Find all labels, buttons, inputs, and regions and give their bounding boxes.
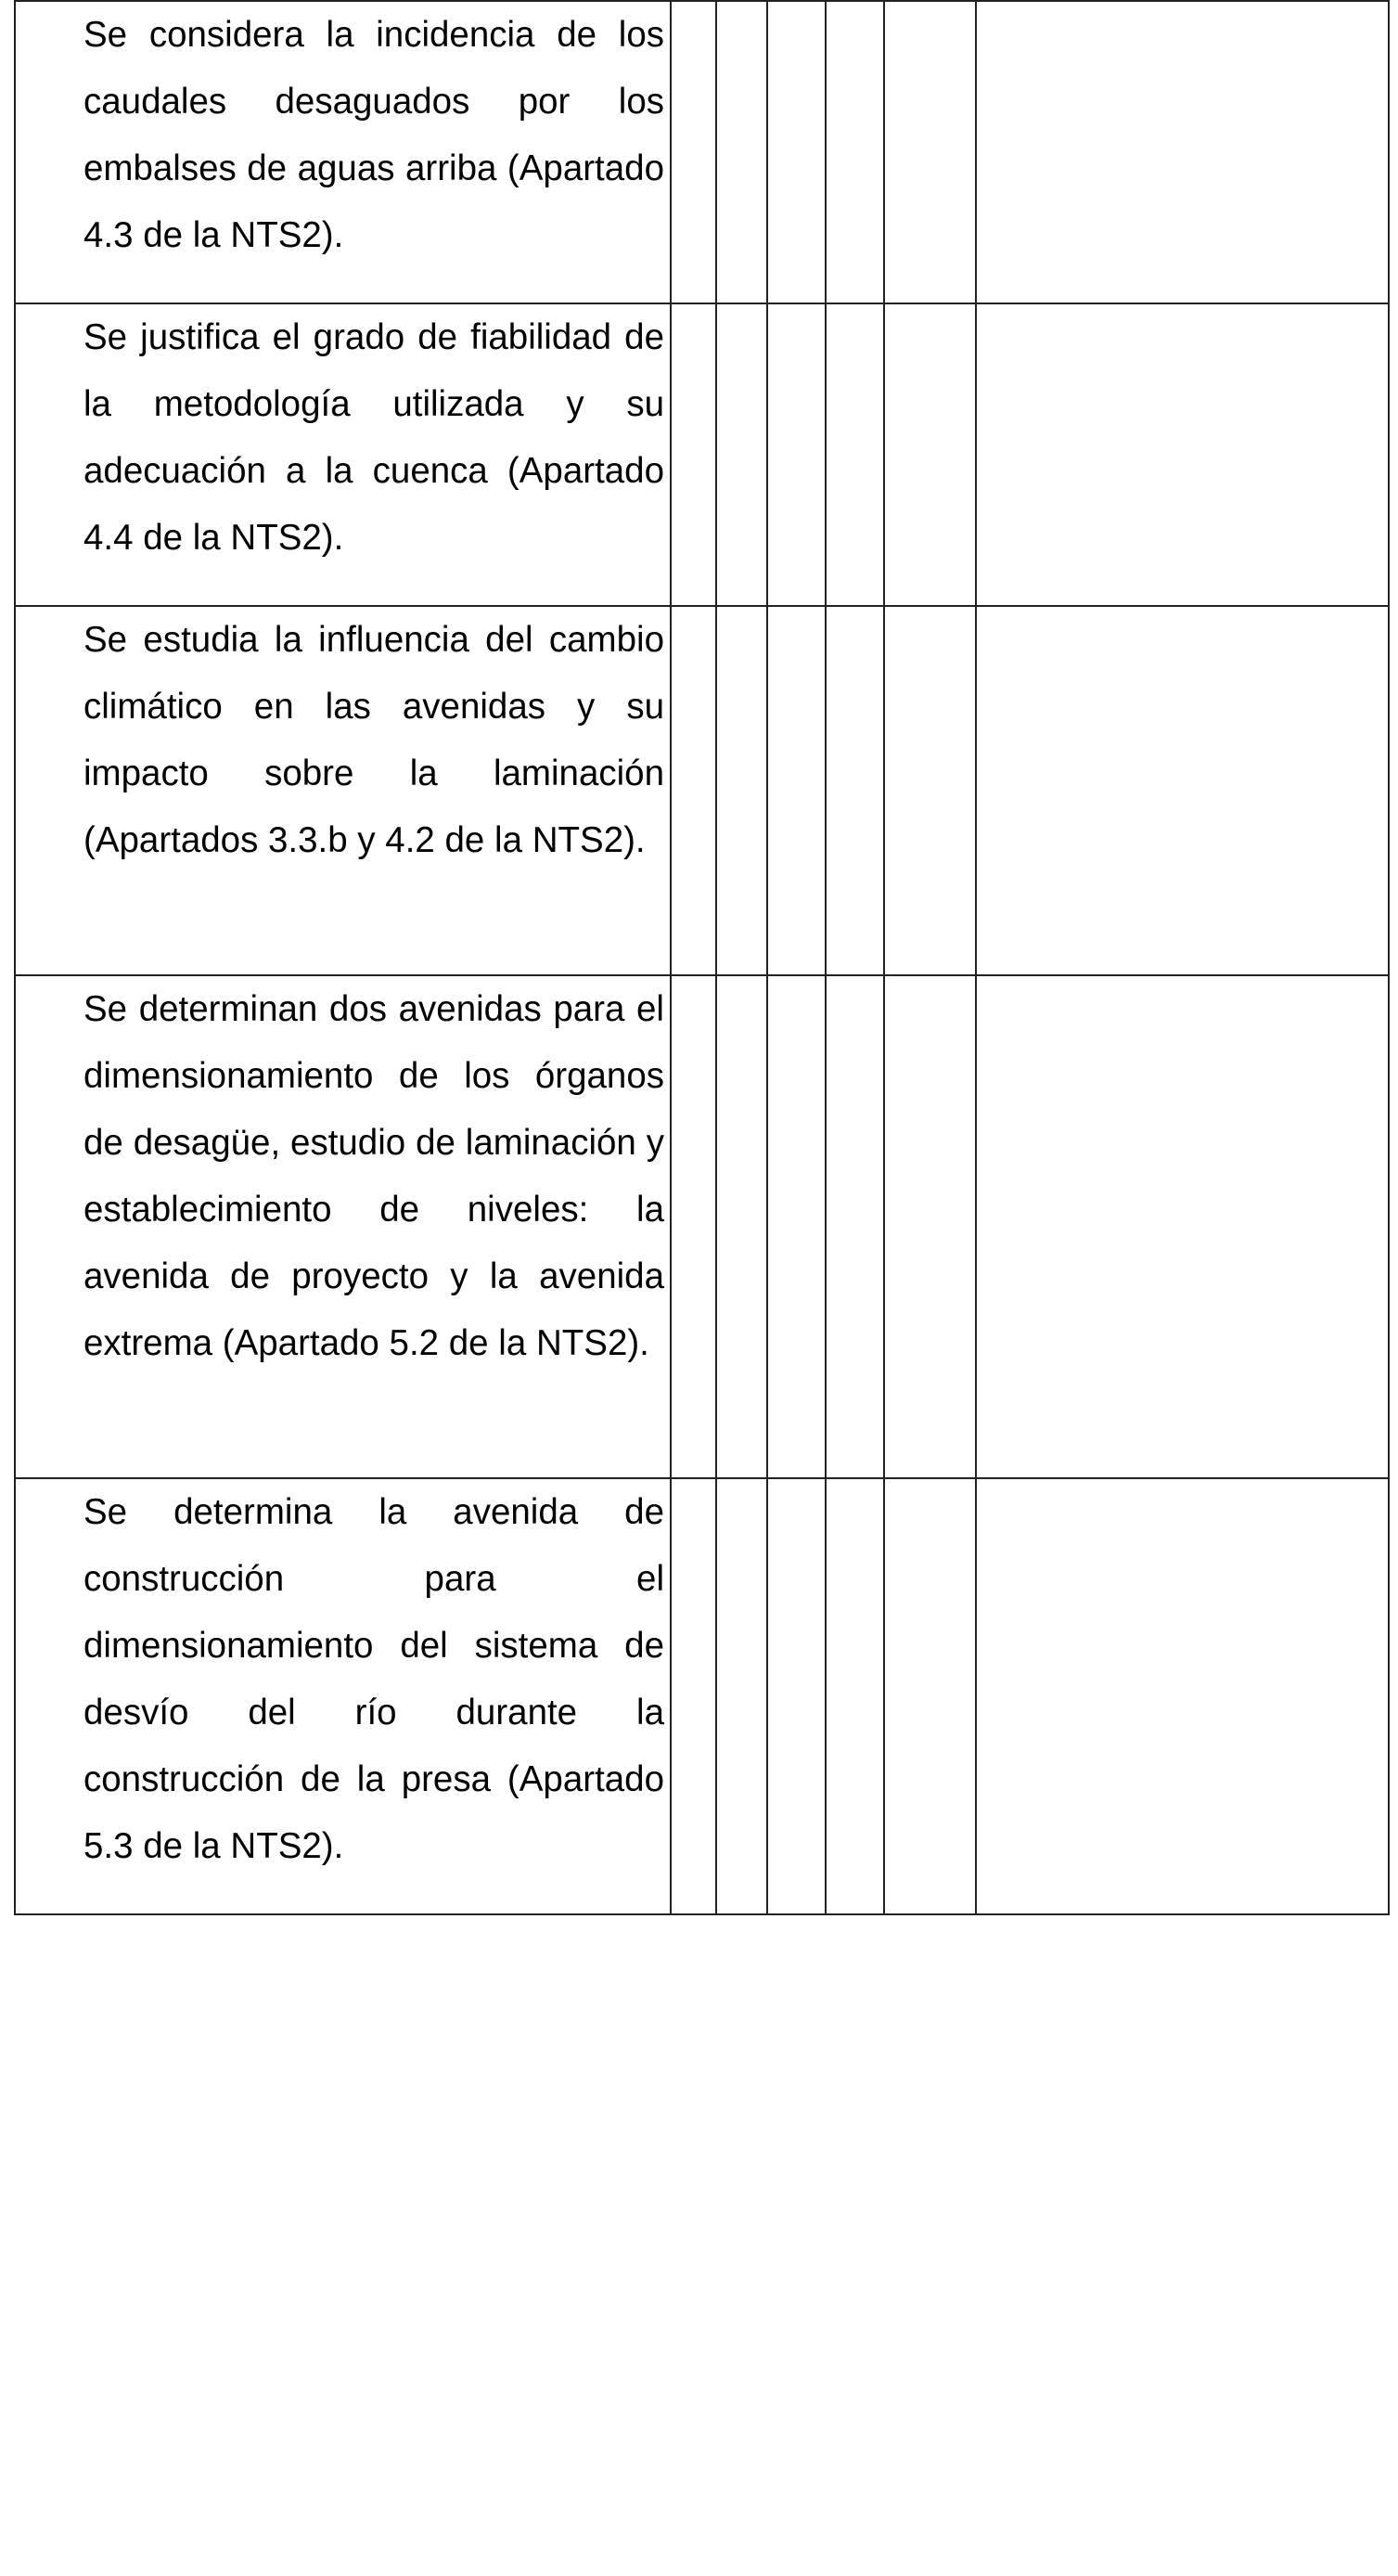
criterion-text: Se considera la incidencia de los caudales desaguados por los embalses de aguas arriba (Apartado 4.3 de la NTS2). [83, 15, 664, 255]
check-cell[interactable] [884, 606, 976, 975]
check-cell[interactable] [884, 1478, 976, 1914]
table-row [15, 975, 1389, 1478]
observations-cell[interactable] [976, 1, 1389, 303]
check-cell[interactable] [716, 303, 767, 606]
check-cell[interactable] [716, 606, 767, 975]
criterion-text: Se estudia la influencia del cambio climático en las avenidas y su impacto sobre la laminación (Apartados 3.3.b y 4.2 de la NTS2). [83, 620, 664, 860]
check-cell[interactable] [716, 975, 767, 1478]
check-cell[interactable] [826, 1, 884, 303]
check-cell[interactable] [767, 303, 826, 606]
check-cell[interactable] [716, 1, 767, 303]
check-cell[interactable] [671, 1478, 716, 1914]
table-row [15, 303, 1389, 606]
criterion-text: Se determina la avenida de construcción para el dimensionamiento del sistema de desvío del río durante la construcción de la presa (Apartado 5.3 de la NTS2). [83, 1492, 664, 1866]
table-row [15, 606, 1389, 975]
check-cell[interactable] [767, 606, 826, 975]
observations-cell[interactable] [976, 303, 1389, 606]
check-cell[interactable] [716, 1478, 767, 1914]
check-cell[interactable] [671, 1, 716, 303]
criterion-text: Se justifica el grado de fiabilidad de la metodología utilizada y su adecuación a la cuenca (Apartado 4.4 de la NTS2). [83, 317, 664, 558]
check-cell[interactable] [767, 1478, 826, 1914]
check-cell[interactable] [884, 975, 976, 1478]
check-cell[interactable] [767, 1, 826, 303]
check-cell[interactable] [826, 975, 884, 1478]
observations-cell[interactable] [976, 606, 1389, 975]
criterion-text: Se determinan dos avenidas para el dimensionamiento de los órganos de desagüe, estudio de laminación y establecimiento de niveles: la avenida de proyecto y la avenida extrema (Apartado 5.2 de la NTS2). [83, 989, 664, 1363]
check-cell[interactable] [884, 1, 976, 303]
check-cell[interactable] [826, 1478, 884, 1914]
check-cell[interactable] [671, 606, 716, 975]
criterion-cell [15, 1478, 671, 1914]
check-cell[interactable] [767, 975, 826, 1478]
checklist-table [14, 0, 1390, 1915]
check-cell[interactable] [826, 303, 884, 606]
criterion-cell [15, 975, 671, 1478]
table-row [15, 1478, 1389, 1914]
check-cell[interactable] [884, 303, 976, 606]
criterion-cell [15, 606, 671, 975]
criterion-cell [15, 1, 671, 303]
check-cell[interactable] [671, 303, 716, 606]
table-row [15, 1, 1389, 303]
observations-cell[interactable] [976, 1478, 1389, 1914]
check-cell[interactable] [826, 606, 884, 975]
check-cell[interactable] [671, 975, 716, 1478]
criterion-cell [15, 303, 671, 606]
observations-cell[interactable] [976, 975, 1389, 1478]
